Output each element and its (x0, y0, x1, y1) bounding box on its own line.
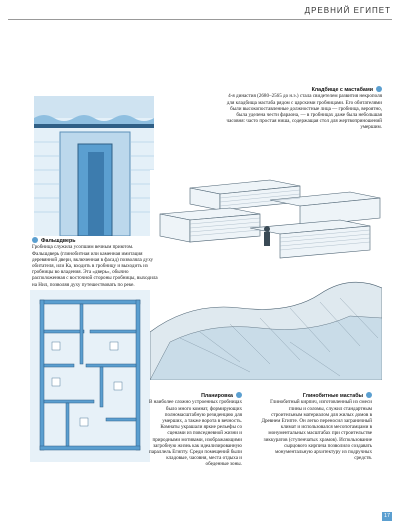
page-number: 17 (383, 513, 391, 519)
mastaba-cemetery-text: 4-я династия (2680–2565 до н.э.) стала свидетелем развития некрополя для кладбища мастаба рядом с царскими гробницами. Его обитателями были высокопоставленные должностные лица — гробница, вероятно, была уделена чести фараона, — в гробницах даже была небольшая часовня: часто простая ниша, содержащая стол для жертвоприношений умершим. (226, 93, 382, 131)
bullet-icon (236, 392, 242, 398)
false-door-illustration (34, 96, 154, 236)
bullet-icon (32, 237, 38, 243)
mastaba-cemetery-caption (222, 87, 382, 131)
mudbrick-title: Глинобитные мастабы (302, 393, 363, 400)
bullet-icon (376, 86, 382, 92)
mudbrick-ruins-illustration (150, 272, 382, 380)
mudbrick-caption (258, 393, 372, 461)
layout-title: Планировка (201, 393, 233, 400)
header-rule (8, 19, 392, 20)
mudbrick-text: Глинобитный кирпич, изготовленный из смеси глины и соломы, служил стандартным строительным материалом для жилых домов в Древнем Египте. Он легко переносил заграничный климат и использовался месопотамцами в монументальных масштабах при строительстве зиккуратов (ступенчатых храмов). Использование сырцового кирпича позволило создавать монументальную архитектуру из подручных средств. (261, 399, 372, 462)
false-door-title: Фальшдверь (41, 238, 76, 245)
false-door-text: Гробница служила усопшим вечным приютом. Фальшдверь (глинобитная или каменная имитация деревянной двери, включенная в фасад) позволяла духу обитателя, или Ка, входить в гробницу и выходить из гробницы во владения. Эта «дверь», обычно расположенная с восточной стороны гробницы, выходила на Нил, позволяя духу путешествовать по реке. (32, 244, 158, 288)
mastaba-cemetery-title: Кладбище с мастабами (311, 87, 373, 94)
tomb-floor-plan (30, 290, 150, 462)
mastaba-cemetery-illustration (150, 170, 382, 265)
layout-caption (146, 393, 242, 468)
running-header: ДРЕВНИЙ ЕГИПЕТ (304, 6, 391, 15)
false-door-caption (32, 238, 158, 288)
bullet-icon (366, 392, 372, 398)
layout-text: В наиболее сложно устроенных гробницах было много комнат, формирующих полномасштабную резиденцию для умерших, а также ворота в вечность. Комнаты украшали яркие рельефы со сценами из повседневной жизни и природными мотивами, изображающими загробную жизнь как идеализированную параллель Египту. Среди помещений были кладовые, часовня, места отдыха и обеденные зоны. (148, 399, 242, 468)
